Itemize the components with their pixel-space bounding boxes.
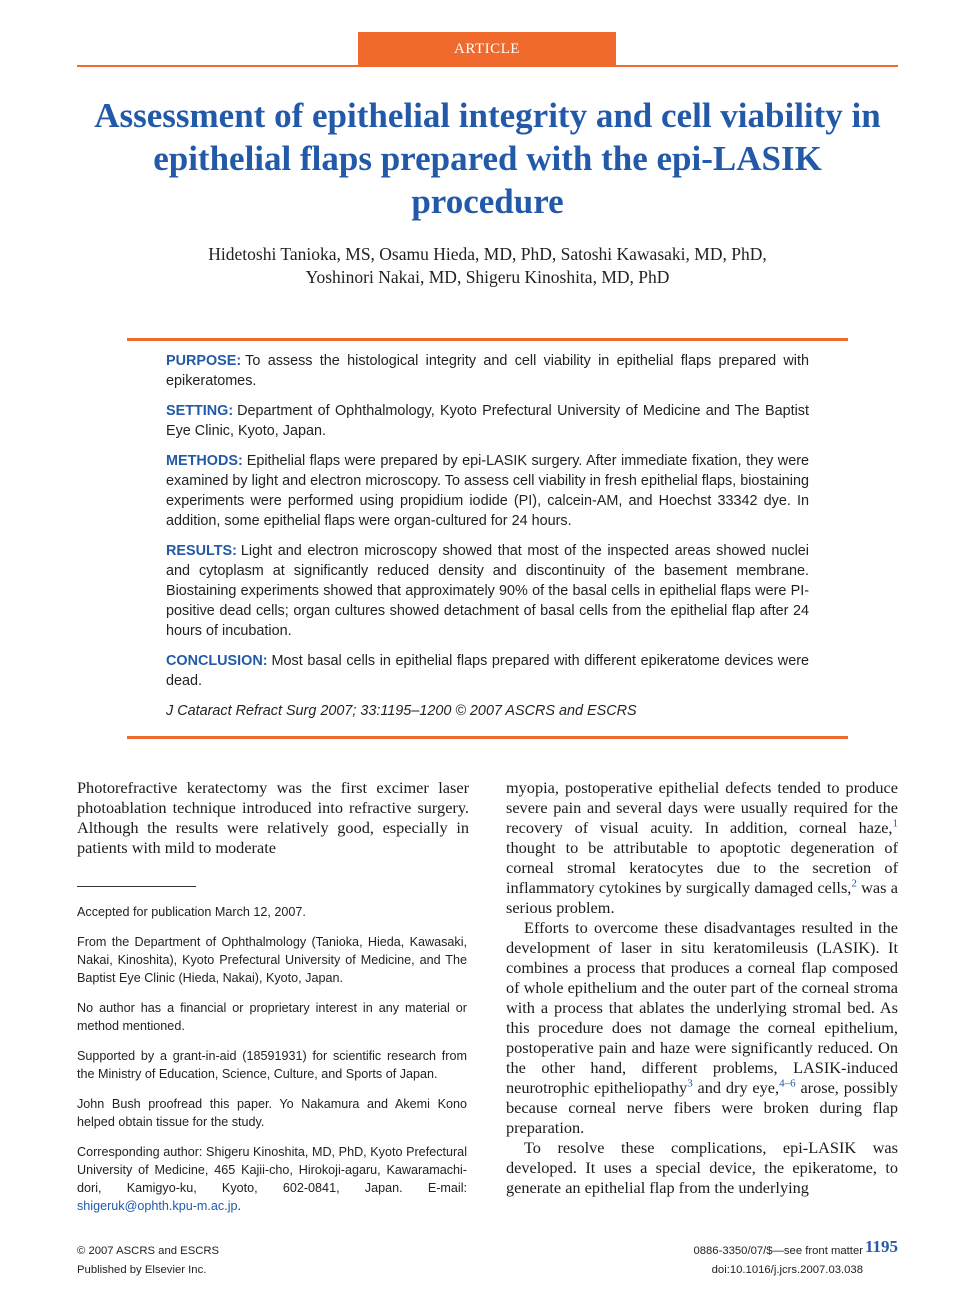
body-p1-text-c: was a serious problem.: [506, 878, 898, 917]
footer-right: [693, 1242, 863, 1280]
footnote-corresponding: [77, 1143, 467, 1215]
conclusion-label: CONCLUSION:: [166, 653, 268, 669]
abstract: [166, 351, 809, 731]
reference-4-6[interactable]: 4–6: [779, 1077, 796, 1090]
body-paragraph-3: To resolve these complications, epi-LASIK was developed. It uses a special device, the epikeratome, to generate an epithelial flap from the underlying: [506, 1138, 898, 1197]
reference-2[interactable]: 2: [851, 877, 857, 890]
abstract-setting: [166, 401, 809, 441]
abstract-methods: [166, 451, 809, 531]
reference-1[interactable]: 1: [892, 817, 898, 830]
footnote-affiliation: From the Department of Ophthalmology (Tanioka, Hieda, Kawasaki, Nakai, Kinoshita), Kyoto Prefectural University of Medicine, and The Baptist Eye Clinic (Hieda, Nakai), Kyoto, Japan.: [77, 935, 467, 985]
intro-paragraph: Photorefractive keratectomy was the first excimer laser photoablation technique introduced into refractive surgery. Although the results were relatively good, especially in patients with mild to moderate: [77, 778, 469, 857]
authors-line-2: Yoshinori Nakai, MD, Shigeru Kinoshita, MD, PhD: [305, 267, 670, 287]
footnote-thanks: John Bush proofread this paper. Yo Nakamura and Akemi Kono helped obtain tissue for the study.: [77, 1097, 467, 1129]
footnote-divider: [77, 886, 196, 887]
body-p2-text-c: arose, possibly because corneal nerve fibers were broken during flap preparation.: [506, 1078, 899, 1137]
body-p2-text-b: and dry eye,: [692, 1078, 780, 1097]
methods-label: METHODS:: [166, 453, 243, 469]
article-type-badge: ARTICLE: [358, 32, 616, 66]
top-divider: [77, 65, 898, 67]
abstract-results: [166, 541, 809, 641]
setting-label: SETTING:: [166, 403, 234, 419]
footnote-disclosure: No author has a financial or proprietary interest in any material or method mentioned.: [77, 1001, 467, 1033]
email-end: .: [237, 1199, 241, 1213]
body-p1-text-b: thought to be attributable to apoptotic degeneration of corneal stromal keratocytes due to the secretion of inflammatory cytokines by surgically damaged cells,: [506, 838, 898, 897]
abstract-conclusion: [166, 651, 809, 691]
footnote-accepted: Accepted for publication March 12, 2007.: [77, 905, 306, 919]
footer-publisher: Published by Elsevier Inc.: [77, 1264, 207, 1276]
body-paragraph-2: [506, 918, 898, 1138]
results-label: RESULTS:: [166, 543, 237, 559]
footer-copyright: © 2007 ASCRS and ESCRS: [77, 1245, 220, 1257]
footer-issn: 0886-3350/07/$—see front matter: [693, 1245, 863, 1257]
journal-citation: J Cataract Refract Surg 2007; 33:1195–1200 © 2007 ASCRS and ESCRS: [166, 703, 637, 719]
footer-left: [77, 1242, 219, 1280]
reference-3[interactable]: 3: [687, 1077, 693, 1090]
authors-line-1: Hidetoshi Tanioka, MS, Osamu Hieda, MD, PhD, Satoshi Kawasaki, MD, PhD,: [208, 244, 767, 264]
body-column-left: [77, 778, 469, 858]
purpose-label: PURPOSE:: [166, 353, 242, 369]
purpose-text: To assess the histological integrity and cell viability in epithelial flaps prepared with epikeratomes.: [166, 353, 809, 389]
methods-text: Epithelial flaps were prepared by epi-LASIK surgery. After immediate fixation, they were examined by light and electron microscopy. To assess cell viability in fresh epithelial flaps, biostaining experiments were performed using propidium iodide (PI), calcein-AM, and Hoechst 33342 dye. In addition, some epithelial flaps were organ-cultured for 24 hours.: [166, 453, 809, 529]
body-column-right: [506, 778, 898, 1198]
body-p1-text-a: myopia, postoperative epithelial defects tended to produce severe pain and several days were usually required for the recovery of visual acuity. In addition, corneal haze,: [506, 778, 898, 837]
corresponding-text: Corresponding author: Shigeru Kinoshita, MD, PhD, Kyoto Prefectural University of Medicine, 465 Kajii-cho, Hirokoji-agaru, Kawaramachi-dori, Kamigyo-ku, Kyoto, 602-0841, Japan. E-mail:: [77, 1145, 467, 1195]
abstract-bottom-divider: [127, 736, 848, 739]
footer-doi: doi:10.1016/j.jcrs.2007.03.038: [711, 1264, 863, 1276]
body-p2-text-a: Efforts to overcome these disadvantages resulted in the development of laser in situ keratomileusis (LASIK). It combines a process that produces a corneal flap composed of whole epithelium and the outer part of the corneal stroma with a process that ablates the underlying stromal bed. As this procedure does not damage the corneal epithelium, postoperative pain and haze were significantly reduced. On the other hand, different problems, LASIK-induced neurotrophic epitheliopathy: [506, 918, 898, 1097]
author-list: [77, 243, 898, 289]
body-paragraph-1: [506, 778, 898, 918]
abstract-top-divider: [127, 338, 848, 341]
conclusion-text: Most basal cells in epithelial flaps prepared with different epikeratome devices were dead.: [166, 653, 809, 689]
footnotes: [77, 903, 467, 1227]
results-text: Light and electron microscopy showed that most of the inspected areas showed nuclei and cytoplasm at significantly reduced density and discontinuity of the basement membrane. Biostaining experiments showed that approximately 90% of the basal cells in epithelial flaps were PI-positive dead cells; organ cultures showed detachment of basal cells from the epithelial flap after 24 hours of incubation.: [166, 543, 809, 639]
footnote-support: Supported by a grant-in-aid (18591931) for scientific research from the Ministry of Education, Science, Culture, and Sports of Japan.: [77, 1049, 467, 1081]
setting-text: Department of Ophthalmology, Kyoto Prefectural University of Medicine and The Baptist Eye Clinic, Kyoto, Japan.: [166, 403, 809, 439]
abstract-purpose: [166, 351, 809, 391]
article-title: Assessment of epithelial integrity and cell viability in epithelial flaps prepared with the epi-LASIK procedure: [94, 96, 881, 221]
email-link[interactable]: shigeruk@ophth.kpu-m.ac.jp: [77, 1199, 238, 1213]
page-number: 1195: [864, 1237, 898, 1256]
